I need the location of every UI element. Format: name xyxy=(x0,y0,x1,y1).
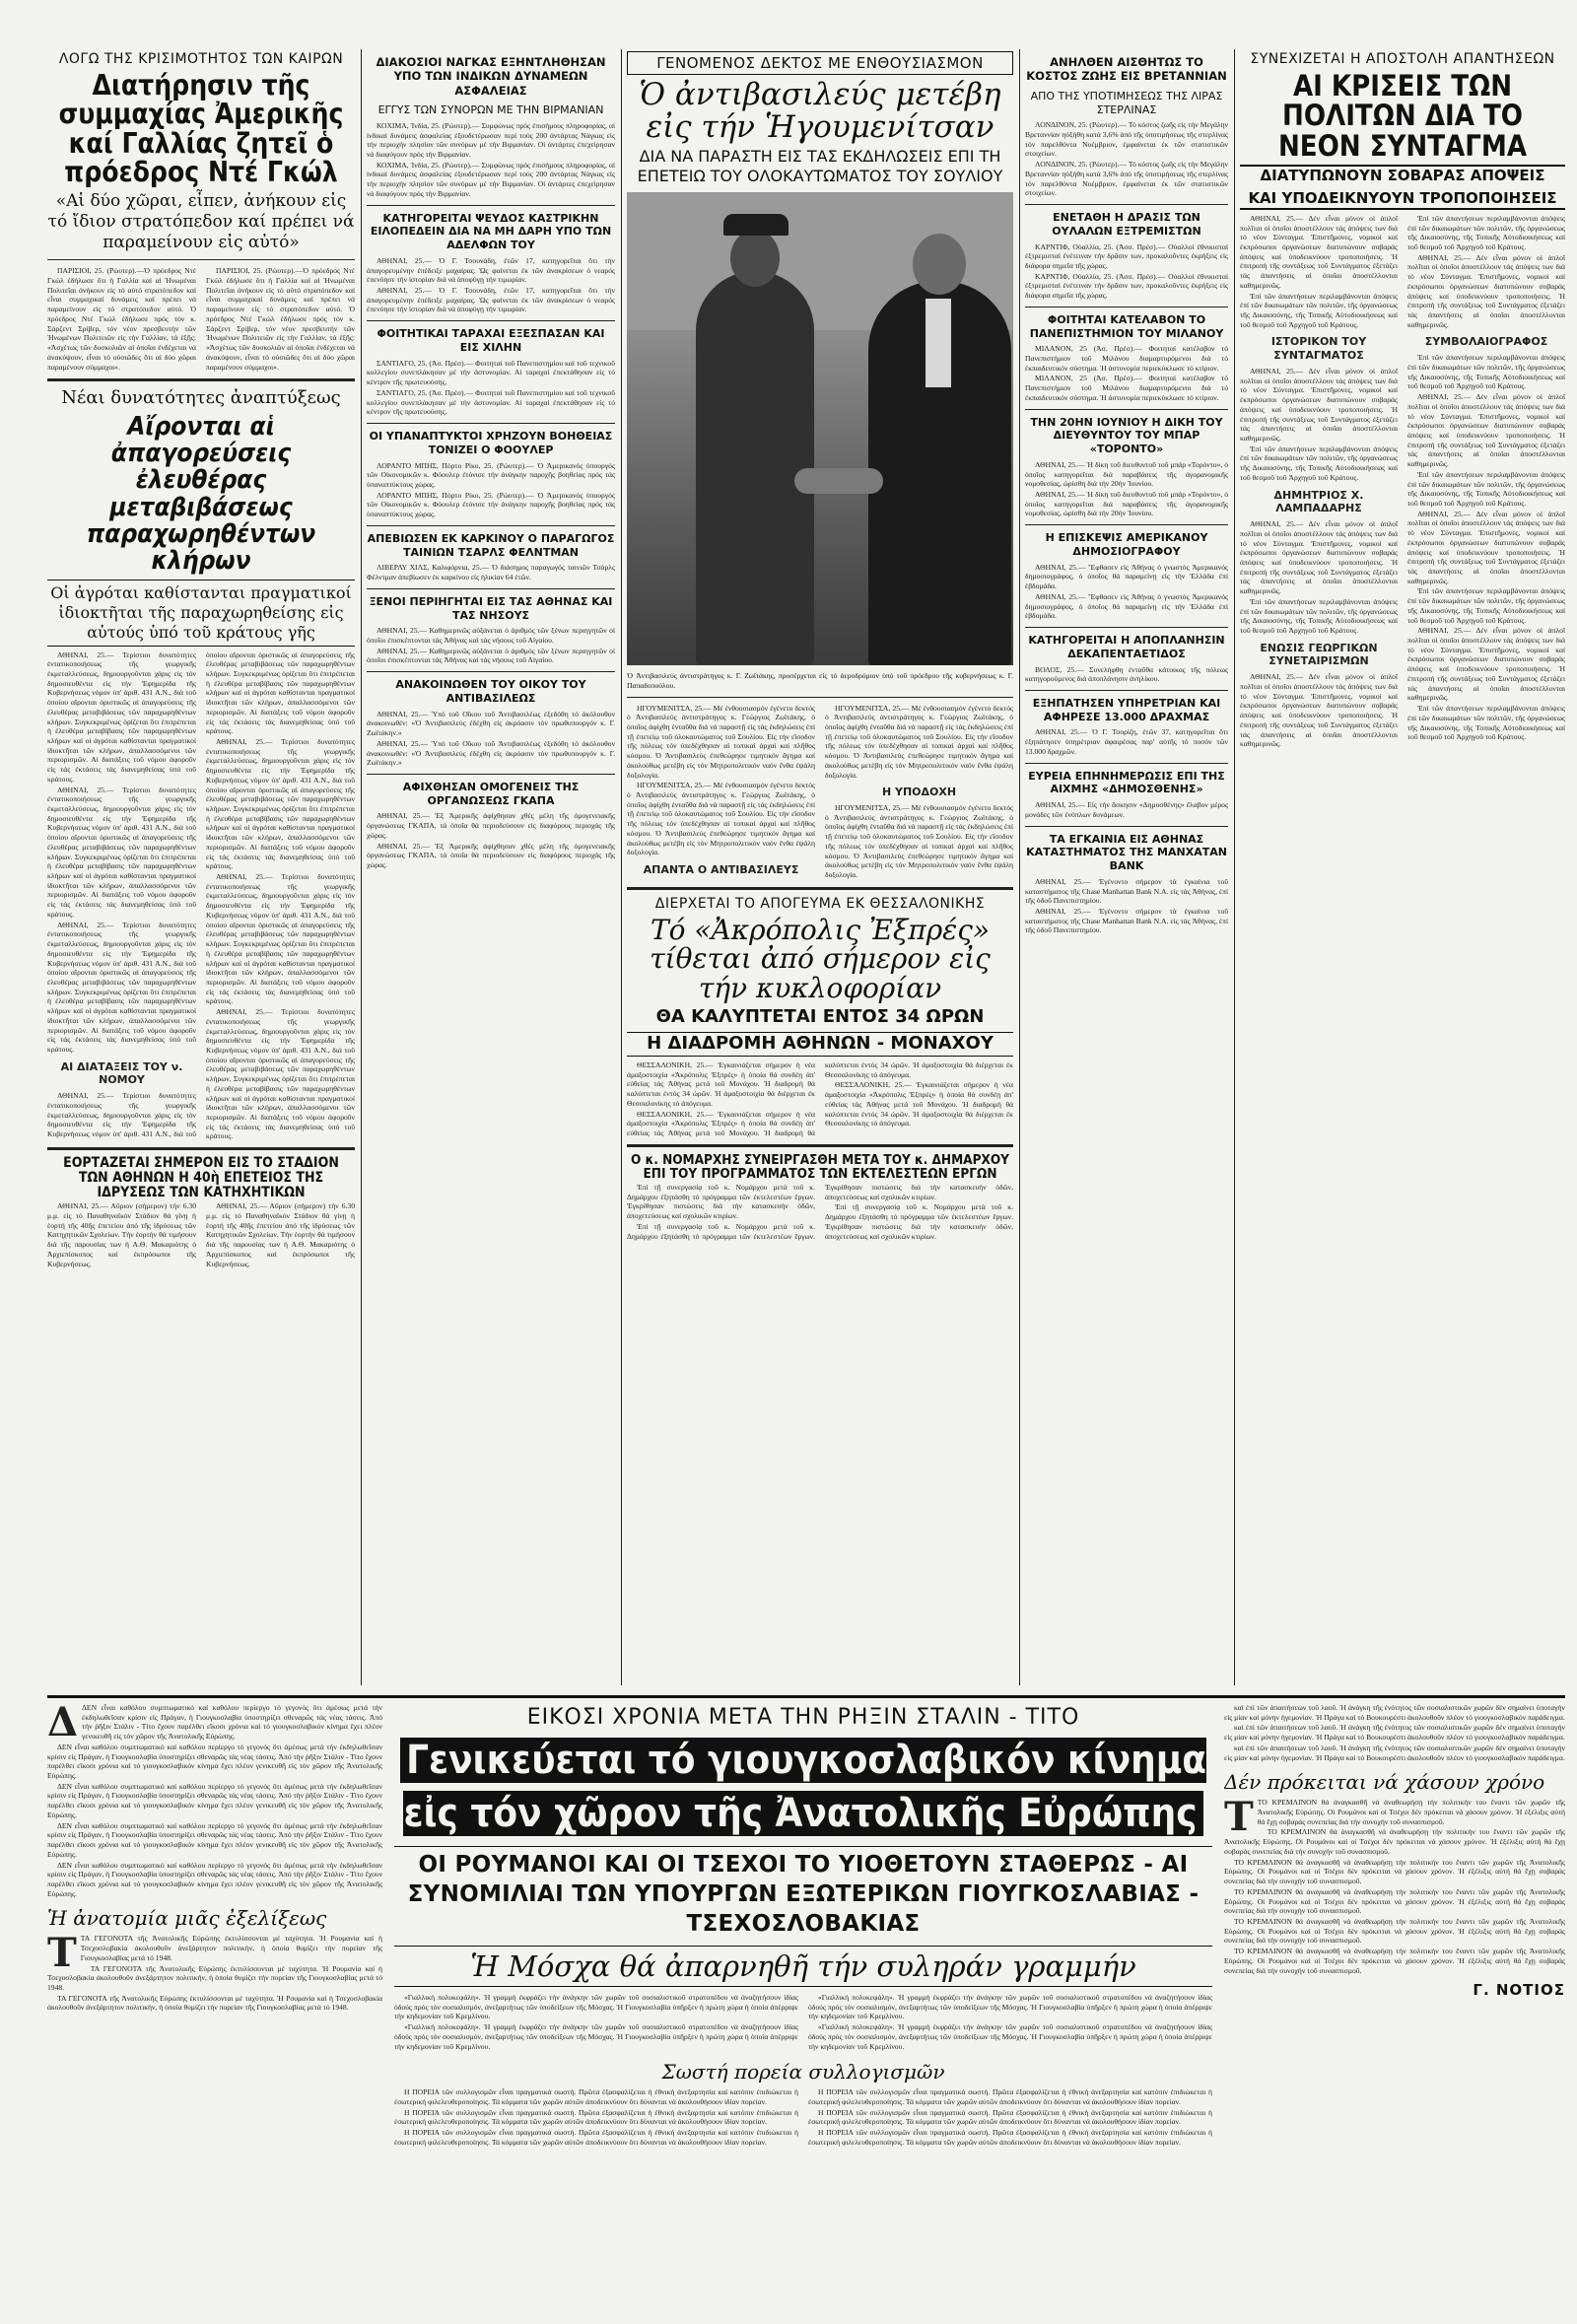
article-regent-house: ΑΘΗΝΑΙ, 25.— Ὑπό τοῦ Οἴκου τοῦ Ἀντιβασιλέως ἐξεδόθη τό ἀκόλουθον ἀνακοινωθέν: «Ὁ Ἀντιβασιλεύς ἐδέχθη εἰς ἀκρόασιν τόν πρωθυπουργόν κ. Γ. Ζωϊτάκην.» ΑΘΗΝΑΙ, 25.— Ὑπό τοῦ Οἴκου τοῦ Ἀντιβασιλέως ἐξεδόθη τό ἀκόλουθον ἀνακοινωθέν: «Ὁ Ἀντιβασιλεύς ἐδέχθη εἰς ἀκρόασιν τόν πρωθυπουργόν κ. Γ. Ζωϊτάκην.» xyxy=(367,709,615,768)
subhead-reply: ΑΠΑΝΤΑ Ο ΑΝΤΙΒΑΣΙΛΕΥΣ xyxy=(643,863,799,877)
subhead-correct-course: Σωστή πορεία συλλογισμῶν xyxy=(661,2060,945,2085)
subhead-cooperatives: ΕΝΩΣΙΣ ΓΕΩΡΓΙΚΩΝ ΣΥΝΕΤΑΙΡΙΣΜΩΝ xyxy=(1260,641,1378,668)
kicker-thessaloniki: ΔΙΕΡΧΕΤΑΙ ΤΟ ΑΠΟΓΕΥΜΑ ΕΚ ΘΕΣΣΑΛΟΝΙΚΗΣ xyxy=(654,895,986,912)
headline-tourists: ΞΕΝΟΙ ΠΕΡΙΗΓΗΤΑΙ ΕΙΣ ΤΑΣ ΑΘΗΝΑΣ ΚΑΙ ΤΑΣ ΝΗΣΟΥΣ xyxy=(369,594,613,622)
headline-gapa: ΑΦΙΧΘΗΣΑΝ ΟΜΟΓΕΝΕΙΣ ΤΗΣ ΟΡΓΑΝΩΣΕΩΣ ΓΚΑΠΑ xyxy=(402,780,580,807)
headline-chile: ΦΟΙΤΗΤΙΚΑΙ ΤΑΡΑΧΑΙ ΕΞΕΣΠΑΣΑΝ ΚΑΙ ΕΙΣ ΧΙΛΗΝ xyxy=(377,327,605,354)
article-volos: ΒΟΛΟΣ, 25.— Συνελήφθη ἐνταῦθα κάτοικος τῆς πόλεως κατηγορούμενος διά ἀποπλάνησιν ἀνηλίκου. xyxy=(1025,664,1228,684)
subhead-lampadaris: ΔΗΜΗΤΡΙΟΣ Χ. ΛΑΜΠΑΔΑΡΗΣ xyxy=(1273,488,1364,515)
article-gapa: ΑΘΗΝΑΙ, 25.— Ἐξ Ἀμερικῆς ἀφίχθησαν χθές μέλη τῆς ὁμογενειακῆς ὀργανώσεως ΓΚΑΠΑ, τά ὁποῖα θά περιοδεύσουν εἰς διαφόρους περιοχάς τῆς χώρας. ΑΘΗΝΑΙ, 25.— Ἐξ Ἀμερικῆς ἀφίχθησαν χθές μέλη τῆς ὁμογενειακῆς ὀργανώσεως ΓΚΑΠΑ, τά ὁποῖα θά περιοδεύσουν εἰς διαφόρους περιοχάς τῆς χώρας. xyxy=(367,811,615,870)
bottom-right-article: καί ἐπί τῶν ἀπαιτήσεων τοῦ λαοῦ. Ἡ ἀνάγκη τῆς ἐνότητος τῶν σοσιαλιστικῶν χωρῶν δέν σημαίνει ὑποταγήν εἰς μίαν καί μόνην ἡγεμονίαν. Ἡ Πράγα καί τό Βουκουρέστι ἀκολουθοῦν πλέον τό γιουγκοσλαβικόν παράδειγμα. καί ἐπί τῶν ἀπαιτήσεων τοῦ λαοῦ. Ἡ ἀνάγκη τῆς ἐνότητος τῶν σοσιαλιστικῶν χωρῶν δέν σημαίνει ὑποταγήν εἰς μίαν καί μόνην ἡγεμονίαν. Ἡ Πράγα καί τό Βουκουρέστι ἀκολουθοῦν πλέον τό γιουγκοσλαβικόν παράδειγμα. καί ἐπί τῶν ἀπαιτήσεων τοῦ λαοῦ. Ἡ ἀνάγκη τῆς ἐνότητος τῶν σοσιαλιστικῶν χωρῶν δέν σημαίνει ὑποταγήν εἰς μίαν καί μόνην ἡγεμονίαν. Ἡ Πράγα καί τό Βουκουρέστι ἀκολουθοῦν πλέον τό γιουγκοσλαβικόν παράδειγμα. xyxy=(1224,1703,1565,1762)
article-de-gaulle: ΠΑΡΙΣΙΟΙ, 25. (Ρώυτερ).—Ὁ πρόεδρος Ντέ Γκώλ ἐδήλωσε ὅτι ἡ Γαλλία καί αἱ Ἡνωμέναι Πολιτεῖαι ἀνήκουν εἰς τό αὐτό στρατόπεδον καί εἶναι συμμαχικαί δυνάμεις καί πρέπει νά παραμείνουν εἰς τό στρατόπεδον αὐτό. Ὁ πρόεδρος Ντέ Γκώλ ἐδήλωσε πρός τόν κ. Σάρζεντ Σρίβερ, τόν νέον πρεσβευτήν τῶν Ἡνωμένων Πολιτειῶν εἰς τήν Γαλλίαν, τά ἑξῆς: «Ἀσχέτως τῶν δυσκολιῶν αἱ ὁποῖαι ἐνδέχεται νά ἀνακύψουν, εἶναι τό οὐσιῶδες ὅτι αἱ δύο χῶραι παραμένουν σύμμαχοι». ΠΑΡΙΣΙΟΙ, 25. (Ρώυτερ).—Ὁ πρόεδρος Ντέ Γκώλ ἐδήλωσε ὅτι ἡ Γαλλία καί αἱ Ἡνωμέναι Πολιτεῖαι ἀνήκουν εἰς τό αὐτό στρατόπεδον καί εἶναι συμμαχικαί δυνάμεις καί πρέπει νά παραμείνουν εἰς τό στρατόπεδον αὐτό. Ὁ πρόεδρος Ντέ Γκώλ ἐδήλωσε πρός τόν κ. Σάρζεντ Σρίβερ, τόν νέον πρεσβευτήν τῶν Ἡνωμένων Πολιτειῶν εἰς τήν Γαλλίαν, τά ἑξῆς: «Ἀσχέτως τῶν δυσκολιῶν αἱ ὁποῖαι ἐνδέχεται νά ἀνακύψουν, εἶναι τό οὐσιῶδες ὅτι αἱ δύο χῶραι παραμένουν σύμμαχοι». xyxy=(47,266,355,372)
column-2 xyxy=(367,49,615,1685)
article-toronto: ΑΘΗΝΑΙ, 25.— Ἡ δίκη τοῦ διευθυντοῦ τοῦ μπάρ «Τορόντο», ὁ ὁποῖος κατηγορεῖται διά παραβάσεις τῆς ἀγορανομικῆς νομοθεσίας, ὡρίσθη διά τήν 20ήν Ἰουνίου. ΑΘΗΝΑΙ, 25.— Ἡ δίκη τοῦ διευθυντοῦ τοῦ μπάρ «Τορόντο», ὁ ὁποῖος κατηγορεῖται διά παραβάσεις τῆς ἀγορανομικῆς νομοθεσίας, ὡρίσθη διά τήν 20ήν Ἰουνίου. xyxy=(1025,459,1228,518)
headline-volos: ΚΑΤΗΓΟΡΕΙΤΑΙ Η ΑΠΟΠΛΑΝΗΣΙΝ ΔΕΚΑΠΕΝΤΑΕΤΙΔΟΣ xyxy=(1028,634,1225,660)
deck-land-transfers: Οἱ ἀγρόται καθίστανται πραγματικοί ἰδιοκτῆται τῆς παραχωρηθείσης εἰς αὐτούς ὑπό τοῦ κράτους γῆς xyxy=(47,580,355,647)
headline-fowler: ΟΙ ΥΠΑΝΑΠΤΥΚΤΟΙ ΧΡΗΖΟΥΝ ΒΟΗΘΕΙΑΣ ΤΟΝΙΖΕΙ Ο ΦΟΟΥΛΕΡ xyxy=(369,430,613,456)
bottom-right-article-2: Τ ΤΟ ΚΡΕΜΛΙΝΟΝ θά ἀναγκασθῆ νά ἀναθεωρήσῃ τήν πολιτικήν του ἔναντι τῶν χωρῶν τῆς Ἀνατολικῆς Εὐρώπης. Οἱ Ρουμάνοι καί οἱ Τσέχοι δέν πρόκειται νά χάσουν χρόνον. Ἡ ἐξέλιξις αὐτή θά ἔχῃ σοβαράς συνεπείας διά τήν συνοχήν τοῦ συνασπισμοῦ. ΤΟ ΚΡΕΜΛΙΝΟΝ θά ἀναγκασθῆ νά ἀναθεωρήσῃ τήν πολιτικήν του ἔναντι τῶν χωρῶν τῆς Ἀνατολικῆς Εὐρώπης. Οἱ Ρουμάνοι καί οἱ Τσέχοι δέν πρόκειται νά χάσουν χρόνον. Ἡ ἐξέλιξις αὐτή θά ἔχῃ σοβαράς συνεπείας διά τήν συνοχήν τοῦ συνασπισμοῦ. ΤΟ ΚΡΕΜΛΙΝΟΝ θά ἀναγκασθῆ νά ἀναθεωρήσῃ τήν πολιτικήν του ἔναντι τῶν χωρῶν τῆς Ἀνατολικῆς Εὐρώπης. Οἱ Ρουμάνοι καί οἱ Τσέχοι δέν πρόκειται νά χάσουν χρόνον. Ἡ ἐξέλιξις αὐτή θά ἔχῃ σοβαράς συνεπείας διά τήν συνοχήν τοῦ συνασπισμοῦ. ΤΟ ΚΡΕΜΛΙΝΟΝ θά ἀναγκασθῆ νά ἀναθεωρήσῃ τήν πολιτικήν του ἔναντι τῶν χωρῶν τῆς Ἀνατολικῆς Εὐρώπης. Οἱ Ρουμάνοι καί οἱ Τσέχοι δέν πρόκειται νά χάσουν χρόνον. Ἡ ἐξέλιξις αὐτή θά ἔχῃ σοβαράς συνεπείας διά τήν συνοχήν τοῦ συνασπισμοῦ. ΤΟ ΚΡΕΜΛΙΝΟΝ θά ἀναγκασθῆ νά ἀναθεωρήσῃ τήν πολιτικήν του ἔναντι τῶν χωρῶν τῆς Ἀνατολικῆς Εὐρώπης. Οἱ Ρουμάνοι καί οἱ Τσέχοι δέν πρόκειται νά χάσουν χρόνον. Ἡ ἐξέλιξις αὐτή θά ἔχῃ σοβαράς συνεπείας διά τήν συνοχήν τοῦ συνασπισμοῦ. ΤΟ ΚΡΕΜΛΙΝΟΝ θά ἀναγκασθῆ νά ἀναθεωρήσῃ τήν πολιτικήν του ἔναντι τῶν χωρῶν τῆς Ἀνατολικῆς Εὐρώπης. Οἱ Ρουμάνοι καί οἱ Τσέχοι δέν πρόκειται νά χάσουν χρόνον. Ἡ ἐξέλιξις αὐτή θά ἔχῃ σοβαράς συνεπείας διά τήν συνοχήν τοῦ συνασπισμοῦ. xyxy=(1224,1794,1565,1975)
headline-false-claim: ΚΑΤΗΓΟΡΕΙΤΑΙ ΨΕΥΔΟΣ ΚΑΣΤΡΙΚΗΝ ΕΙΛΟΠΕΔΕΙΝ ΔΙΑ ΝΑ ΜΗ ΔΑΡΗ ΥΠΟ ΤΩΝ ΑΔΕΛΦΩΝ ΤΟΥ xyxy=(370,211,612,252)
kicker-new-possibilities: Νέαι δυνατότητες ἀναπτύξεως xyxy=(61,387,341,409)
article-catechism: ΑΘΗΝΑΙ, 25.— Αὔριον (σήμερον) τήν 6.30 μ.μ. εἰς τό Παναθηναϊκόν Στάδιον θά γίνῃ ἡ ἑορτή τῆς 40ῆς ἐπετείου ἀπό τῆς ἱδρύσεως τῶν Κατηχητικῶν Σχολείων. Τήν ἑορτήν θά τιμήσουν διά τῆς παρουσίας των ἡ Α.Θ. Μακαριότης ὁ Ἀρχιεπίσκοπος καί ἐκπρόσωποι τῆς Κυβερνήσεως. ΑΘΗΝΑΙ, 25.— Αὔριον (σήμερον) τήν 6.30 μ.μ. εἰς τό Παναθηναϊκόν Στάδιον θά γίνῃ ἡ ἑορτή τῆς 40ῆς ἐπετείου ἀπό τῆς ἱδρύσεως τῶν Κατηχητικῶν Σχολείων. Τήν ἑορτήν θά τιμήσουν διά τῆς παρουσίας των ἡ Α.Θ. Μακαριότης ὁ Ἀρχιεπίσκοπος καί ἐκπρόσωποι τῆς Κυβερνήσεως. xyxy=(47,1201,355,1268)
headline-maid: ΕΞΗΠΑΤΗΣΕΝ ΥΠΗΡΕΤΡΙΑΝ ΚΑΙ ΑΦΗΡΕΣΕ 13.000 ΔΡΑΧΜΑΣ xyxy=(1032,696,1221,723)
author-signature: Γ. ΝΟΤΙΟΣ xyxy=(1473,1981,1565,2000)
bottom-left-article-2: Τ ΤΑ ΓΕΓΟΝΟΤΑ τῆς Ἀνατολικῆς Εὐρώπης ἐκτυλίσσονται μέ ταχύτητα. Ἡ Ρουμανία καί ἡ Τσεχοσλοβακία ἀκολουθοῦν ἀνεξάρτητον πολιτικήν, ἡ ὁποία θυμίζει τήν πορείαν τῆς Γιουγκοσλαβίας μετά τό 1948. ΤΑ ΓΕΓΟΝΟΤΑ τῆς Ἀνατολικῆς Εὐρώπης ἐκτυλίσσονται μέ ταχύτητα. Ἡ Ρουμανία καί ἡ Τσεχοσλοβακία ἀκολουθοῦν ἀνεξάρτητον πολιτικήν, ἡ ὁποία θυμίζει τήν πορείαν τῆς Γιουγκοσλαβίας μετά τό 1948. ΤΑ ΓΕΓΟΝΟΤΑ τῆς Ἀνατολικῆς Εὐρώπης ἐκτυλίσσονται μέ ταχύτητα. Ἡ Ρουμανία καί ἡ Τσεχοσλοβακία ἀκολουθοῦν ἀνεξάρτητον πολιτικήν, ἡ ὁποία θυμίζει τήν πορείαν τῆς Γιουγκοσλαβίας μετά τό 1948. xyxy=(47,1930,382,2013)
subhead-naga: ΕΓΓΥΣ ΤΩΝ ΣΥΝΟΡΩΝ ΜΕ ΤΗΝ ΒΙΡΜΑΝΙΑΝ xyxy=(377,103,604,117)
article-naga: ΚΟΧΙΜΑ, Ἰνδία, 25. (Ρώυτερ).— Συμφώνως πρός ἐπισήμους πληροφορίας, αἱ ἰνδικαί δυνάμεις ἀσφαλείας ἐξουδετέρωσαν περί τούς 200 ἀντάρτας Νάγκας εἰς τήν περιοχήν πλησίον τῶν συνόρων μέ τήν Βιρμανίαν. Οἱ ἀντάρτες ἐπεχείρησαν νά διαφύγουν πρός τήν Βιρμανίαν. ΚΟΧΙΜΑ, Ἰνδία, 25. (Ρώυτερ).— Συμφώνως πρός ἐπισήμους πληροφορίας, αἱ ἰνδικαί δυνάμεις ἀσφαλείας ἐξουδετέρωσαν περί τούς 200 ἀντάρτας Νάγκας εἰς τήν περιοχήν πλησίον τῶν συνόρων μέ τήν Βιρμανίαν. Οἱ ἀντάρτες ἐπεχείρησαν νά διαφύγουν πρός τήν Βιρμανίαν. xyxy=(367,120,615,198)
subhead-no-time: Δέν πρόκειται νά χάσουν χρόνο xyxy=(1224,1770,1545,1795)
photo-regent-handshake xyxy=(627,192,1013,665)
article-chile: ΣΑΝΤΙΑΓΟ, 25. (Ἀσ. Πρέσ).— Φοιτηταί τοῦ Πανεπιστημίου καί τοῦ τεχνικοῦ κολλεγίου συνεπλάκησαν μέ τήν ἀστυνομίαν. Αἱ ταραχαί ἐπεκτάθησαν εἰς τό κέντρον τῆς πρωτευούσης. ΣΑΝΤΙΑΓΟ, 25. (Ἀσ. Πρέσ).— Φοιτηταί τοῦ Πανεπιστημίου καί τοῦ τεχνικοῦ κολλεγίου συνεπλάκησαν μέ τήν ἀστυνομίαν. Αἱ ταραχαί ἐπεκτάθησαν εἰς τό κέντρον τῆς πρωτευούσης. xyxy=(367,358,615,417)
deck-34-hours: ΘΑ ΚΑΛΥΠΤΕΤΑΙ ΕΝΤΟΣ 34 ΩΡΩΝ xyxy=(655,1005,985,1027)
kicker-enthusiasm: ΓΕΝΟΜΕΝΟΣ ΔΕΚΤΟΣ ΜΕ ΕΝΘΟΥΣΙΑΣΜΟΝ xyxy=(627,51,1013,75)
kicker-constitution: ΣΥΝΕΧΙΖΕΤΑΙ Η ΑΠΟΣΤΟΛΗ ΑΠΑΝΤΗΣΕΩΝ xyxy=(1250,51,1555,67)
article-maid: ΑΘΗΝΑΙ, 25.— Ὁ Γ. Τσορίζη, ἐτῶν 37, κατηγορεῖται ὅτι ἐξηπάτησεν ὑπηρέτριαν ἀφαιρέσας παρ' αὐτῆς τό ποσόν τῶν 13.000 δραχμῶν. xyxy=(1025,727,1228,756)
headline-land-transfers: Αἴρονται αἱ ἀπαγορεύσεις ἐλευθέρας μεταβιβάσεως παραχωρηθέντων κλήρων xyxy=(86,411,316,577)
headline-regent-house: ΑΝΑΚΟΙΝΩΘΕΝ ΤΟΥ ΟΙΚΟΥ ΤΟΥ ΑΝΤΙΒΑΣΙΛΕΩΣ xyxy=(395,678,586,705)
deck-regent: ΔΙΑ ΝΑ ΠΑΡΑΣΤΗ ΕΙΣ ΤΑΣ ΕΚΔΗΛΩΣΕΙΣ ΕΠΙ ΤΗ ΕΠΕΤΕΙΩ ΤΟΥ ΟΛΟΚΑΥΤΩΜΑΤΟΣ ΤΟΥ ΣΟΥΛΙΟΥ xyxy=(637,147,1003,186)
article-chase: ΑΘΗΝΑΙ, 25.— Ἐγένοντο σήμερον τά ἐγκαίνια τοῦ καταστήματος τῆς Chase Manhattan Bank N.A. εἰς τάς Ἀθήνας, ἐπί τῆς ὁδοῦ Πανεπιστημίου. ΑΘΗΝΑΙ, 25.— Ἐγένοντο σήμερον τά ἐγκαίνια τοῦ καταστήματος τῆς Chase Manhattan Bank N.A. εἰς τάς Ἀθήνας, ἐπί τῆς ὁδοῦ Πανεπιστημίου. xyxy=(1025,876,1228,935)
headline-welsh: ΕΝΕΤΑΘΗ Η ΔΡΑΣΙΣ ΤΩΝ ΟΥΛΑΛΩΝ ΕΞΤΡΕΜΙΣΤΩΝ xyxy=(1052,211,1201,238)
deck-amendments: ΚΑΙ ΥΠΟΔΕΙΚΝΥΟΥΝ ΤΡΟΠΟΠΟΙΗΣΕΙΣ xyxy=(1240,189,1565,210)
article-journalist: ΑΘΗΝΑΙ, 25.— Ἔφθασεν εἰς Ἀθήνας ὁ γνωστός Ἀμερικανός δημοσιογράφος, ὁ ὁποῖος θά παραμείνῃ εἰς τήν Ἑλλάδα ἐπί ἑβδομάδα. ΑΘΗΝΑΙ, 25.— Ἔφθασεν εἰς Ἀθήνας ὁ γνωστός Ἀμερικανός δημοσιογράφος, ὁ ὁποῖος θά παραμείνῃ εἰς τήν Ἑλλάδα ἐπί ἑβδομάδα. xyxy=(1025,562,1228,621)
article-milan: ΜΙΛΑΝΟΝ, 25 (Ἀσ. Πρέσ).— Φοιτηταί κατέλαβον τό Πανεπιστήμιον τοῦ Μιλάνου διαμαρτυρόμενοι διά τό ἐκπαιδευτικόν σύστημα. Ἡ ἀστυνομία περιεκύκλωσε τό κτίριον. ΜΙΛΑΝΟΝ, 25 (Ἀσ. Πρέσ).— Φοιτηταί κατέλαβον τό Πανεπιστήμιον τοῦ Μιλάνου διαμαρτυρόμενοι διά τό ἐκπαιδευτικόν σύστημα. Ἡ ἀστυνομία περιεκύκλωσε τό κτίριον. xyxy=(1025,344,1228,402)
column-4 xyxy=(1025,49,1228,1685)
headline-feldman: ΑΠΕΒΙΩΣΕΝ ΕΚ ΚΑΡΚΙΝΟΥ Ο ΠΑΡΑΓΩΓΟΣ ΤΑΙΝΙΩΝ ΤΣΑΡΛΣ ΦΕΛΝΤΜΑΝ xyxy=(367,531,615,559)
subhead-notary: ΣΥΜΒΟΛΑΙΟΓΡΑΦΟΣ xyxy=(1424,335,1548,349)
photo-caption: Ὁ Ἀντιβασιλεύς ἀντιστράτηγος κ. Γ. Ζωϊτάκης, προσέρχεται εἰς τό ἀεροδρόμιον ὑπό τοῦ πρόεδρου τῆς κυβερνήσεως κ. Γ. Παπαδοπούλου. xyxy=(627,671,1013,690)
article-welsh: ΚΑΡΝΤΙΦ, Οὐαλλία, 25. (Ἀσσ. Πρέσ).— Οὐαλλοί ἐθνικισταί ἐξτρεμισταί ἐνέτειναν τήν δρᾶσιν των, προκαλοῦντες ἐκρήξεις εἰς διάφορα σημεῖα τῆς χώρας. ΚΑΡΝΤΙΦ, Οὐαλλία, 25. (Ἀσσ. Πρέσ).— Οὐαλλοί ἐθνικισταί ἐξτρεμισταί ἐνέτειναν τήν δρᾶσιν των, προκαλοῦντες ἐκρήξεις εἰς διάφορα σημεῖα τῆς χώρας. xyxy=(1025,241,1228,301)
bottom-left-article: Δ ΔΕΝ εἶναι καθόλου συμπτωματικό καί καθόλου περίεργο τό γεγονός ὅτι ἀμέσως μετά τήν ἐκδηλωθεῖσαν κρίσιν εἰς Πράγαν, ἡ Γιουγκοσλαβία ὑποστηρίζει σθεναρῶς τάς νέας τάσεις. Ἀπό τήν ῥῆξιν Στάλιν - Τίτο ἔχουν παρέλθει εἴκοσι χρόνια καί τό γιουγκοσλαβικόν κίνημα ἔχει πλέον γενικευθῆ εἰς τόν χῶρον τῆς Ἀνατολικῆς Εὐρώπης. ΔΕΝ εἶναι καθόλου συμπτωματικό καί καθόλου περίεργο τό γεγονός ὅτι ἀμέσως μετά τήν ἐκδηλωθεῖσαν κρίσιν εἰς Πράγαν, ἡ Γιουγκοσλαβία ὑποστηρίζει σθεναρῶς τάς νέας τάσεις. Ἀπό τήν ῥῆξιν Στάλιν - Τίτο ἔχουν παρέλθει εἴκοσι χρόνια καί τό γιουγκοσλαβικόν κίνημα ἔχει πλέον γενικευθῆ εἰς τόν χῶρον τῆς Ἀνατολικῆς Εὐρώπης. ΔΕΝ εἶναι καθόλου συμπτωματικό καί καθόλου περίεργο τό γεγονός ὅτι ἀμέσως μετά τήν ἐκδηλωθεῖσαν κρίσιν εἰς Πράγαν, ἡ Γιουγκοσλαβία ὑποστηρίζει σθεναρῶς τάς νέας τάσεις. Ἀπό τήν ῥῆξιν Στάλιν - Τίτο ἔχουν παρέλθει εἴκοσι χρόνια καί τό γιουγκοσλαβικόν κίνημα ἔχει πλέον γενικευθῆ εἰς τόν χῶρον τῆς Ἀνατολικῆς Εὐρώπης. ΔΕΝ εἶναι καθόλου συμπτωματικό καί καθόλου περίεργο τό γεγονός ὅτι ἀμέσως μετά τήν ἐκδηλωθεῖσαν κρίσιν εἰς Πράγαν, ἡ Γιουγκοσλαβία ὑποστηρίζει σθεναρῶς τάς νέας τάσεις. Ἀπό τήν ῥῆξιν Στάλιν - Τίτο ἔχουν παρέλθει εἴκοσι χρόνια καί τό γιουγκοσλαβικόν κίνημα ἔχει πλέον γενικευθῆ εἰς τόν χῶρον τῆς Ἀνατολικῆς Εὐρώπης. ΔΕΝ εἶναι καθόλου συμπτωματικό καί καθόλου περίεργο τό γεγονός ὅτι ἀμέσως μετά τήν ἐκδηλωθεῖσαν κρίσιν εἰς Πράγαν, ἡ Γιουγκοσλαβία ὑποστηρίζει σθεναρῶς τάς νέας τάσεις. Ἀπό τήν ῥῆξιν Στάλιν - Τίτο ἔχουν παρέλθει εἴκοσι χρόνια καί τό γιουγκοσλαβικόν κίνημα ἔχει πλέον γενικευθῆ εἰς τόν χῶρον τῆς Ἀνατολικῆς Εὐρώπης. xyxy=(47,1703,382,1898)
article-acropolis-express: ΘΕΣΣΑΛΟΝΙΚΗ, 25.— Ἐγκαινιάζεται σήμερον ἡ νέα ἀμαξοστοιχία «Ἀκρόπολις Ἐξπρές» ἡ ὁποία θά συνδέῃ ἀπ' εὐθείας τάς Ἀθήνας μετά τοῦ Μονάχου. Ἡ διαδρομή θά καλύπτεται ἐντός 34 ὡρῶν. Ἡ ἀμαξοστοιχία θά διέρχεται ἐκ Θεσσαλονίκης τό ἀπόγευμα. ΘΕΣΣΑΛΟΝΙΚΗ, 25.— Ἐγκαινιάζεται σήμερον ἡ νέα ἀμαξοστοιχία «Ἀκρόπολις Ἐξπρές» ἡ ὁποία θά συνδέῃ ἀπ' εὐθείας τάς Ἀθήνας μετά τοῦ Μονάχου. Ἡ διαδρομή θά καλύπτεται ἐντός 34 ὡρῶν. Ἡ ἀμαξοστοιχία θά διέρχεται ἐκ Θεσσαλονίκης τό ἀπόγευμα. ΘΕΣΣΑΛΟΝΙΚΗ, 25.— Ἐγκαινιάζεται σήμερον ἡ νέα ἀμαξοστοιχία «Ἀκρόπολις Ἐξπρές» ἡ ὁποία θά συνδέῃ ἀπ' εὐθείας τάς Ἀθήνας μετά τοῦ Μονάχου. Ἡ διαδρομή θά καλύπτεται ἐντός 34 ὡρῶν. Ἡ ἀμαξοστοιχία θά διέρχεται ἐκ Θεσσαλονίκης τό ἀπόγευμα. xyxy=(627,1059,1013,1137)
column-1 xyxy=(47,49,355,1685)
headline-milan: ΦΟΙΤΗΤΑΙ ΚΑΤΕΛΑΒΟΝ ΤΟ ΠΑΝΕΠΙΣΤΗΜΙΟΝ ΤΟΥ ΜΙΛΑΝΟΥ xyxy=(1029,312,1224,340)
headline-demosthenes: ΕΥΡΕΙΑ ΕΠΗΝΗΜΕΡΩΣΙΣ ΕΠΙ ΤΗΣ ΑΙΧΜΗΣ «ΔΗΜΟΣΘΕΝΗΣ» xyxy=(1028,769,1225,796)
bottom-center xyxy=(394,1703,1212,2314)
headline-regent: Ὁ ἀντιβασιλεύς μετέβη εἰς τήν Ἡγουμενίτσαν xyxy=(639,77,1001,145)
article-feldman: ΛΙΒΕΡΛΥ ΧΙΛΣ, Καλιφόρνια, 25.— Ὁ διάσημος παραγωγός ταινιῶν Τσάρλς Φέλντμαν ἀπεβίωσεν ἐκ καρκίνου εἰς ἡλικίαν 64 ἐτῶν. xyxy=(367,563,615,582)
column-5 xyxy=(1240,49,1565,1685)
bottom-story xyxy=(47,1703,1565,2314)
headline-chase: ΤΑ ΕΓΚΑΙΝΙΑ ΕΙΣ ΑΘΗΝΑΣ ΚΑΤΑΣΤΗΜΑΤΟΣ ΤΗΣ ΜΑΝΧΑΤΑΝ ΒΑΝΚ xyxy=(1026,832,1227,873)
subhead-sterling: ΑΠΟ ΤΗΣ ΥΠΟΤΙΜΗΣΕΩΣ ΤΗΣ ΛΙΡΑΣ ΣΤΕΡΛΙΝΑΣ xyxy=(1030,89,1223,116)
article-constitution: ΑΘΗΝΑΙ, 25.— Δέν εἶναι μόνον οἱ ἁπλοῖ πολῖται οἱ ὁποῖοι ἀποστέλλουν τάς ἀπόψεις των διά τό νέον Σύνταγμα. Ἐπιστῆμονες, νομικοί καί ἐκπρόσωποι ὀργανώσεων διατυπώνουν σοβαράς ἀπόψεις καί ὑποδεικνύουν τροποποιήσεις. Ἡ ἐπιτροπή τῆς συντάξεως τοῦ Συντάγματος ἐξετάζει τάς ἀπαντήσεις αἱ ὁποῖαι ἀποστέλλονται καθημερινῶς. Ἐπί τῶν ἀπαντήσεων περιλαμβάνονται ἀπόψεις ἐπί τῶν δικαιωμάτων τῶν πολιτῶν, τῆς ὀργανώσεως τῆς Δικαιοσύνης, τῆς Τοπικῆς Αὐτοδιοικήσεως καί τοῦ θεσμοῦ τοῦ Ἀρχηγοῦ τοῦ Κράτους. ΙΣΤΟΡΙΚΟΝ ΤΟΥ ΣΥΝΤΑΓΜΑΤΟΣ ΑΘΗΝΑΙ, 25.— Δέν εἶναι μόνον οἱ ἁπλοῖ πολῖται οἱ ὁποῖοι ἀποστέλλουν τάς ἀπόψεις των διά τό νέον Σύνταγμα. Ἐπιστῆμονες, νομικοί καί ἐκπρόσωποι ὀργανώσεων διατυπώνουν σοβαράς ἀπόψεις καί ὑποδεικνύουν τροποποιήσεις. Ἡ ἐπιτροπή τῆς συντάξεως τοῦ Συντάγματος ἐξετάζει τάς ἀπαντήσεις αἱ ὁποῖαι ἀποστέλλονται καθημερινῶς. Ἐπί τῶν ἀπαντήσεων περιλαμβάνονται ἀπόψεις ἐπί τῶν δικαιωμάτων τῶν πολιτῶν, τῆς ὀργανώσεως τῆς Δικαιοσύνης, τῆς Τοπικῆς Αὐτοδιοικήσεως καί τοῦ θεσμοῦ τοῦ Ἀρχηγοῦ τοῦ Κράτους. ΔΗΜΗΤΡΙΟΣ Χ. ΛΑΜΠΑΔΑΡΗΣ ΑΘΗΝΑΙ, 25.— Δέν εἶναι μόνον οἱ ἁπλοῖ πολῖται οἱ ὁποῖοι ἀποστέλλουν τάς ἀπόψεις των διά τό νέον Σύνταγμα. Ἐπιστῆμονες, νομικοί καί ἐκπρόσωποι ὀργανώσεων διατυπώνουν σοβαράς ἀπόψεις καί ὑποδεικνύουν τροποποιήσεις. Ἡ ἐπιτροπή τῆς συντάξεως τοῦ Συντάγματος ἐξετάζει τάς ἀπαντήσεις αἱ ὁποῖαι ἀποστέλλονται καθημερινῶς. Ἐπί τῶν ἀπαντήσεων περιλαμβάνονται ἀπόψεις ἐπί τῶν δικαιωμάτων τῶν πολιτῶν, τῆς ὀργανώσεως τῆς Δικαιοσύνης, τῆς Τοπικῆς Αὐτοδιοικήσεως καί τοῦ θεσμοῦ τοῦ Ἀρχηγοῦ τοῦ Κράτους. ΕΝΩΣΙΣ ΓΕΩΡΓΙΚΩΝ ΣΥΝΕΤΑΙΡΙΣΜΩΝ ΑΘΗΝΑΙ, 25.— Δέν εἶναι μόνον οἱ ἁπλοῖ πολῖται οἱ ὁποῖοι ἀποστέλλουν τάς ἀπόψεις των διά τό νέον Σύνταγμα. Ἐπιστῆμονες, νομικοί καί ἐκπρόσωποι ὀργανώσεων διατυπώνουν σοβαράς ἀπόψεις καί ὑποδεικνύουν τροποποιήσεις. Ἡ ἐπιτροπή τῆς συντάξεως τοῦ Συντάγματος ἐξετάζει τάς ἀπαντήσεις αἱ ὁποῖαι ἀποστέλλονται καθημερινῶς. Ἐπί τῶν ἀπαντήσεων περιλαμβάνονται ἀπόψεις ἐπί τῶν δικαιωμάτων τῶν πολιτῶν, τῆς ὀργανώσεως τῆς Δικαιοσύνης, τῆς Τοπικῆς Αὐτοδιοικήσεως καί τοῦ θεσμοῦ τοῦ Ἀρχηγοῦ τοῦ Κράτους. ΑΘΗΝΑΙ, 25.— Δέν εἶναι μόνον οἱ ἁπλοῖ πολῖται οἱ ὁποῖοι ἀποστέλλουν τάς ἀπόψεις των διά τό νέον Σύνταγμα. Ἐπιστῆμονες, νομικοί καί ἐκπρόσωποι ὀργανώσεων διατυπώνουν σοβαράς ἀπόψεις καί ὑποδεικνύουν τροποποιήσεις. Ἡ ἐπιτροπή τῆς συντάξεως τοῦ Συντάγματος ἐξετάζει τάς ἀπαντήσεις αἱ ὁποῖαι ἀποστέλλονται καθημερινῶς. ΣΥΜΒΟΛΑΙΟΓΡΑΦΟΣ Ἐπί τῶν ἀπαντήσεων περιλαμβάνονται ἀπόψεις ἐπί τῶν δικαιωμάτων τῶν πολιτῶν, τῆς ὀργανώσεως τῆς Δικαιοσύνης, τῆς Τοπικῆς Αὐτοδιοικήσεως καί τοῦ θεσμοῦ τοῦ Ἀρχηγοῦ τοῦ Κράτους. ΑΘΗΝΑΙ, 25.— Δέν εἶναι μόνον οἱ ἁπλοῖ πολῖται οἱ ὁποῖοι ἀποστέλλουν τάς ἀπόψεις των διά τό νέον Σύνταγμα. Ἐπιστῆμονες, νομικοί καί ἐκπρόσωποι ὀργανώσεων διατυπώνουν σοβαράς ἀπόψεις καί ὑποδεικνύουν τροποποιήσεις. Ἡ ἐπιτροπή τῆς συντάξεως τοῦ Συντάγματος ἐξετάζει τάς ἀπαντήσεις αἱ ὁποῖαι ἀποστέλλονται καθημερινῶς. Ἐπί τῶν ἀπαντήσεων περιλαμβάνονται ἀπόψεις ἐπί τῶν δικαιωμάτων τῶν πολιτῶν, τῆς ὀργανώσεως τῆς Δικαιοσύνης, τῆς Τοπικῆς Αὐτοδιοικήσεως καί τοῦ θεσμοῦ τοῦ Ἀρχηγοῦ τοῦ Κράτους. ΑΘΗΝΑΙ, 25.— Δέν εἶναι μόνον οἱ ἁπλοῖ πολῖται οἱ ὁποῖοι ἀποστέλλουν τάς ἀπόψεις των διά τό νέον Σύνταγμα. Ἐπιστῆμονες, νομικοί καί ἐκπρόσωποι ὀργανώσεων διατυπώνουν σοβαράς ἀπόψεις καί ὑποδεικνύουν τροποποιήσεις. Ἡ ἐπιτροπή τῆς συντάξεως τοῦ Συντάγματος ἐξετάζει τάς ἀπαντήσεις αἱ ὁποῖαι ἀποστέλλονται καθημερινῶς. Ἐπί τῶν ἀπαντήσεων περιλαμβάνονται ἀπόψεις ἐπί τῶν δικαιωμάτων τῶν πολιτῶν, τῆς ὀργανώσεως τῆς Δικαιοσύνης, τῆς Τοπικῆς Αὐτοδιοικήσεως καί τοῦ θεσμοῦ τοῦ Ἀρχηγοῦ τοῦ Κράτους. ΑΘΗΝΑΙ, 25.— Δέν εἶναι μόνον οἱ ἁπλοῖ πολῖται οἱ ὁποῖοι ἀποστέλλουν τάς ἀπόψεις των διά τό νέον Σύνταγμα. Ἐπιστῆμονες, νομικοί καί ἐκπρόσωποι ὀργανώσεων διατυπώνουν σοβαράς ἀπόψεις καί ὑποδεικνύουν τροποποιήσεις. Ἡ ἐπιτροπή τῆς συντάξεως τοῦ Συντάγματος ἐξετάζει τάς ἀπαντήσεις αἱ ὁποῖαι ἀποστέλλονται καθημερινῶς. Ἐπί τῶν ἀπαντήσεων περιλαμβάνονται ἀπόψεις ἐπί τῶν δικαιωμάτων τῶν πολιτῶν, τῆς ὀργανώσεως τῆς Δικαιοσύνης, τῆς Τοπικῆς Αὐτοδιοικήσεως καί τοῦ θεσμοῦ τοῦ Ἀρχηγοῦ τοῦ Κράτους. xyxy=(1240,213,1565,749)
article-fowler: ΛΟΡΑΝΤΟ ΜΠΗΣ, Πόρτο Ρίκο, 25. (Ρώυτερ).— Ὁ Ἀμερικανός ὑπουργός τῶν Οἰκονομικῶν κ. Φόουλερ ἐτόνισε τήν ἀνάγκην παροχῆς βοηθείας πρός τάς ὑπαναπτύκτους χώρας. ΛΟΡΑΝΤΟ ΜΠΗΣ, Πόρτο Ρίκο, 25. (Ρώυτερ).— Ὁ Ἀμερικανός ὑπουργός τῶν Οἰκονομικῶν κ. Φόουλερ ἐτόνισε τήν ἀνάγκην παροχῆς βοηθείας πρός τάς ὑπαναπτύκτους χώρας. xyxy=(367,460,615,519)
article-cost-of-living: ΛΟΝΔΙΝΟΝ, 25. (Ρώυτερ).— Τό κόστος ζωῆς εἰς τήν Μεγάλην Βρεταννίαν ηὐξήθη κατά 3,6% ἀπό τῆς ὑποτιμήσεως τῆς στερλίνας τόν παρελθόντα Νοέμβριον, ἐμφαίνεται ἐκ τῶν στατιστικῶν στοιχείων. ΛΟΝΔΙΝΟΝ, 25. (Ρώυτερ).— Τό κόστος ζωῆς εἰς τήν Μεγάλην Βρεταννίαν ηὐξήθη κατά 3,6% ἀπό τῆς ὑποτιμήσεως τῆς στερλίνας τόν παρελθόντα Νοέμβριον, ἐμφαίνεται ἐκ τῶν στατιστικῶν στοιχείων. xyxy=(1025,120,1228,198)
article-regent: ΗΓΟΥΜΕΝΙΤΣΑ, 25.— Μέ ἐνθουσιασμόν ἐγένετο δεκτός ὁ Ἀντιβασιλεύς ἀντιστράτηγος κ. Γεώργιος Ζωϊτάκης, ὁ ὁποῖος ἀφίχθη ἐνταῦθα διά νά παραστῇ εἰς τάς ἐκδηλώσεις ἐπί τῇ ἐπετείῳ τοῦ ὁλοκαυτώματος τοῦ Σουλίου. Εἰς τήν εἴσοδον τῆς πόλεως τόν ὑπεδέχθησαν αἱ τοπικαί ἀρχαί καί πλῆθος κόσμου. Ὁ Ἀντιβασιλεύς ἐπεθεώρησε τιμητικόν ἄγημα καί ἀκολούθως μετέβη εἰς τόν Μητροπολιτικόν ναόν ἔνθα ἐψάλη δοξολογία. ΗΓΟΥΜΕΝΙΤΣΑ, 25.— Μέ ἐνθουσιασμόν ἐγένετο δεκτός ὁ Ἀντιβασιλεύς ἀντιστράτηγος κ. Γεώργιος Ζωϊτάκης, ὁ ὁποῖος ἀφίχθη ἐνταῦθα διά νά παραστῇ εἰς τάς ἐκδηλώσεις ἐπί τῇ ἐπετείῳ τοῦ ὁλοκαυτώματος τοῦ Σουλίου. Εἰς τήν εἴσοδον τῆς πόλεως τόν ὑπεδέχθησαν αἱ τοπικαί ἀρχαί καί πλῆθος κόσμου. Ὁ Ἀντιβασιλεύς ἐπεθεώρησε τιμητικόν ἄγημα καί ἀκολούθως μετέβη εἰς τόν Μητροπολιτικόν ναόν ἔνθα ἐψάλη δοξολογία. ΑΠΑΝΤΑ Ο ΑΝΤΙΒΑΣΙΛΕΥΣ ΗΓΟΥΜΕΝΙΤΣΑ, 25.— Μέ ἐνθουσιασμόν ἐγένετο δεκτός ὁ Ἀντιβασιλεύς ἀντιστράτηγος κ. Γεώργιος Ζωϊτάκης, ὁ ὁποῖος ἀφίχθη ἐνταῦθα διά νά παραστῇ εἰς τάς ἐκδηλώσεις ἐπί τῇ ἐπετείῳ τοῦ ὁλοκαυτώματος τοῦ Σουλίου. Εἰς τήν εἴσοδον τῆς πόλεως τόν ὑπεδέχθησαν αἱ τοπικαί ἀρχαί καί πλῆθος κόσμου. Ὁ Ἀντιβασιλεύς ἐπεθεώρησε τιμητικόν ἄγημα καί ἀκολούθως μετέβη εἰς τόν Μητροπολιτικόν ναόν ἔνθα ἐψάλη δοξολογία. Η ΥΠΟΔΟΧΗ ΗΓΟΥΜΕΝΙΤΣΑ, 25.— Μέ ἐνθουσιασμόν ἐγένετο δεκτός ὁ Ἀντιβασιλεύς ἀντιστράτηγος κ. Γεώργιος Ζωϊτάκης, ὁ ὁποῖος ἀφίχθη ἐνταῦθα διά νά παραστῇ εἰς τάς ἐκδηλώσεις ἐπί τῇ ἐπετείῳ τοῦ ὁλοκαυτώματος τοῦ Σουλίου. Εἰς τήν εἴσοδον τῆς πόλεως τόν ὑπεδέχθησαν αἱ τοπικαί ἀρχαί καί πλῆθος κόσμου. Ὁ Ἀντιβασιλεύς ἐπεθεώρησε τιμητικόν ἄγημα καί ἀκολούθως μετέβη εἰς τόν Μητροπολιτικόν ναόν ἔνθα ἐψάλη δοξολογία. xyxy=(627,703,1013,880)
headline-de-gaulle: Διατήρησιν τῆς συμμαχίας Ἀμερικῆς καί Γαλλίας ζητεῖ ὁ πρόεδρος Ντέ Γκώλ xyxy=(58,69,344,189)
bottom-left xyxy=(47,1703,382,2314)
headline-journalist: Η ΕΠΙΣΚΕΨΙΣ ΑΜΕΡΙΚΑΝΟΥ ΔΗΜΟΣΙΟΓΡΑΦΟΥ xyxy=(1045,531,1208,558)
headline-catechism: ΕΟΡΤΑΖΕΤΑΙ ΣΗΜΕΡΟΝ ΕΙΣ ΤΟ ΣΤΑΔΙΟΝ ΤΩΝ ΑΘΗΝΩΝ Η 40ὴ ΕΠΕΤΕΙΟΣ ΤΗΣ ΙΔΡΥΣΕΩΣ ΤΩΝ ΚΑΤΗΧΗΤΙΚΩΝ xyxy=(63,1155,339,1200)
headline-cost-of-living: ΑΝΗΛΘΕΝ ΑΙΣΘΗΤΩΣ ΤΟ ΚΟΣΤΟΣ ΖΩΗΣ ΕΙΣ ΒΡΕΤΑΝΝΙΑΝ xyxy=(1026,55,1227,84)
headline-naga: ΔΙΑΚΟΣΙΟΙ ΝΑΓΚΑΣ ΕΞΗΝΤΛΗΘΗΣΑΝ ΥΠΟ ΤΩΝ ΙΝΔΙΚΩΝ ΔΥΝΑΜΕΩΝ ΑΣΦΑΛΕΙΑΣ xyxy=(376,55,606,98)
deck-de-gaulle: «Αἱ δύο χῶραι, εἶπεν, ἀνήκουν εἰς τό ἴδιον στρατόπεδον καί πρέπει νά παραμείνουν εἰς αὐτό» xyxy=(47,190,355,253)
bottom-center-article: «Γιαλλική πολυκεφάλη». Ἡ γραμμή ἐκφράζει τήν ἀνάγκην τῶν χωρῶν τοῦ σοσιαλιστικοῦ στρατοπέδου νά ἀναζητήσουν ἰδίας ὁδούς πρός τόν σοσιαλισμόν, ἀνεξαρτήτως τῶν ὑποδείξεων τῆς Μόσχας. Ἡ Γιουγκοσλαβία ὑπῆρξεν ἡ πρώτη χώρα ἡ ὁποία ἀπέρριψε τήν κηδεμονίαν τοῦ Κρεμλίνου. «Γιαλλική πολυκεφάλη». Ἡ γραμμή ἐκφράζει τήν ἀνάγκην τῶν χωρῶν τοῦ σοσιαλιστικοῦ στρατοπέδου νά ἀναζητήσουν ἰδίας ὁδούς πρός τόν σοσιαλισμόν, ἀνεξαρτήτως τῶν ὑποδείξεων τῆς Μόσχας. Ἡ Γιουγκοσλαβία ὑπῆρξεν ἡ πρώτη χώρα ἡ ὁποία ἀπέρριψε τήν κηδεμονίαν τοῦ Κρεμλίνου. «Γιαλλική πολυκεφάλη». Ἡ γραμμή ἐκφράζει τήν ἀνάγκην τῶν χωρῶν τοῦ σοσιαλιστικοῦ στρατοπέδου νά ἀναζητήσουν ἰδίας ὁδούς πρός τόν σοσιαλισμόν, ἀνεξαρτήτως τῶν ὑποδείξεων τῆς Μόσχας. Ἡ Γιουγκοσλαβία ὑπῆρξεν ἡ πρώτη χώρα ἡ ὁποία ἀπέρριψε τήν κηδεμονίαν τοῦ Κρεμλίνου. «Γιαλλική πολυκεφάλη». Ἡ γραμμή ἐκφράζει τήν ἀνάγκην τῶν χωρῶν τοῦ σοσιαλιστικοῦ στρατοπέδου νά ἀναζητήσουν ἰδίας ὁδούς πρός τόν σοσιαλισμόν, ἀνεξαρτήτως τῶν ὑποδείξεων τῆς Μόσχας. Ἡ Γιουγκοσλαβία ὑπῆρξεν ἡ πρώτη χώρα ἡ ὁποία ἀπέρριψε τήν κηδεμονίαν τοῦ Κρεμλίνου. xyxy=(394,1992,1212,2051)
headline-acropolis-express: Τό «Ἀκρόπολις Ἐξπρές» τίθεται ἀπό σήμερον εἰς τήν κυκλοφορίαν xyxy=(650,913,991,1004)
article-tourists: ΑΘΗΝΑΙ, 25.— Καθημερινῶς αὐξάνεται ὁ ἀριθμός τῶν ξένων περιηγητῶν οἱ ὁποῖοι ἐπισκέπτονται τάς Ἀθήνας καί τάς νήσους τοῦ Αἰγαίου. ΑΘΗΝΑΙ, 25.— Καθημερινῶς αὐξάνεται ὁ ἀριθμός τῶν ξένων περιηγητῶν οἱ ὁποῖοι ἐπισκέπτονται τάς Ἀθήνας καί τάς νήσους τοῦ Αἰγαίου. xyxy=(367,626,615,665)
bottom-right xyxy=(1224,1703,1565,2314)
kicker-crisis: ΛΟΓΩ ΤΗΣ ΚΡΙΣΙΜΟΤΗΤΟΣ ΤΩΝ ΚΑΙΡΩΝ xyxy=(58,51,344,67)
subhead-reception: Η ΥΠΟΔΟΧΗ xyxy=(881,786,957,799)
subhead-law: ΑΙ ΔΙΑΤΑΞΕΙΣ ΤΟΥ ν. ΝΟΜΟΥ xyxy=(60,1059,183,1087)
deck-moscow: Ἡ Μόσχα θά ἀπαρνηθῆ τήν συληράν γραμμήν xyxy=(394,1946,1212,1987)
article-nomarch: Ἐπί τῇ συνεργασίᾳ τοῦ κ. Νομάρχου μετά τοῦ κ. Δημάρχου ἐξητάσθη τό πρόγραμμα τῶν ἐκτελεστέων ἔργων. Ἐγκρίθησαν πιστώσεις διά τήν κατασκευήν ὁδῶν, ἀποχετεύσεως καί σχολικῶν κτιρίων. Ἐπί τῇ συνεργασίᾳ τοῦ κ. Νομάρχου μετά τοῦ κ. Δημάρχου ἐξητάσθη τό πρόγραμμα τῶν ἐκτελεστέων ἔργων. Ἐγκρίθησαν πιστώσεις διά τήν κατασκευήν ὁδῶν, ἀποχετεύσεως καί σχολικῶν κτιρίων. Ἐπί τῇ συνεργασίᾳ τοῦ κ. Νομάρχου μετά τοῦ κ. Δημάρχου ἐξητάσθη τό πρόγραμμα τῶν ἐκτελεστέων ἔργων. Ἐγκρίθησαν πιστώσεις διά τήν κατασκευήν ὁδῶν, ἀποχετεύσεως καί σχολικῶν κτιρίων. xyxy=(627,1183,1013,1241)
headline-yugoslav-movement: Γενικεύεται τό γιουγκοσλαβικόν κίνημα εἰς τόν χῶρον τῆς Ἀνατολικῆς Εὐρώπης xyxy=(394,1734,1212,1840)
article-demosthenes: ΑΘΗΝΑΙ, 25.— Εἰς τήν ἄσκησιν «Δημοσθένης» ἔλαβον μέρος μονάδες τῶν ἐνόπλων δυνάμεων. xyxy=(1025,800,1228,819)
column-3 xyxy=(627,49,1013,1685)
bottom-center-article-2: Η ΠΟΡΕΙΑ τῶν συλλογισμῶν εἶναι πραγματικά σωστή. Πρῶτα ἐξασφαλίζεται ἡ ἐθνική ἀνεξαρτησία καί κατόπιν ἐπιδιώκεται ἡ ἐσωτερική φιλελευθεροποίησις. Τά κόμματα τῶν χωρῶν αὐτῶν ἀποδεικνύουν ὅτι δύνανται νά ἀκολουθήσουν ἰδίαν πορείαν. Η ΠΟΡΕΙΑ τῶν συλλογισμῶν εἶναι πραγματικά σωστή. Πρῶτα ἐξασφαλίζεται ἡ ἐθνική ἀνεξαρτησία καί κατόπιν ἐπιδιώκεται ἡ ἐσωτερική φιλελευθεροποίησις. Τά κόμματα τῶν χωρῶν αὐτῶν ἀποδεικνύουν ὅτι δύνανται νά ἀκολουθήσουν ἰδίαν πορείαν. Η ΠΟΡΕΙΑ τῶν συλλογισμῶν εἶναι πραγματικά σωστή. Πρῶτα ἐξασφαλίζεται ἡ ἐθνική ἀνεξαρτησία καί κατόπιν ἐπιδιώκεται ἡ ἐσωτερική φιλελευθεροποίησις. Τά κόμματα τῶν χωρῶν αὐτῶν ἀποδεικνύουν ὅτι δύνανται νά ἀκολουθήσουν ἰδίαν πορείαν. Η ΠΟΡΕΙΑ τῶν συλλογισμῶν εἶναι πραγματικά σωστή. Πρῶτα ἐξασφαλίζεται ἡ ἐθνική ἀνεξαρτησία καί κατόπιν ἐπιδιώκεται ἡ ἐσωτερική φιλελευθεροποίησις. Τά κόμματα τῶν χωρῶν αὐτῶν ἀποδεικνύουν ὅτι δύνανται νά ἀκολουθήσουν ἰδίαν πορείαν. Η ΠΟΡΕΙΑ τῶν συλλογισμῶν εἶναι πραγματικά σωστή. Πρῶτα ἐξασφαλίζεται ἡ ἐθνική ἀνεξαρτησία καί κατόπιν ἐπιδιώκεται ἡ ἐσωτερική φιλελευθεροποίησις. Τά κόμματα τῶν χωρῶν αὐτῶν ἀποδεικνύουν ὅτι δύνανται νά ἀκολουθήσουν ἰδίαν πορείαν. Η ΠΟΡΕΙΑ τῶν συλλογισμῶν εἶναι πραγματικά σωστή. Πρῶτα ἐξασφαλίζεται ἡ ἐθνική ἀνεξαρτησία καί κατόπιν ἐπιδιώκεται ἡ ἐσωτερική φιλελευθεροποίησις. Τά κόμματα τῶν χωρῶν αὐτῶν ἀποδεικνύουν ὅτι δύνανται νά ἀκολουθήσουν ἰδίαν πορείαν. xyxy=(394,2087,1212,2147)
headline-nomarch: Ο κ. ΝΟΜΑΡΧΗΣ ΣΥΝΕΙΡΓΑΣΘΗ ΜΕΤΑ ΤΟΥ κ. ΔΗΜΑΡΧΟΥ ΕΠΙ ΤΟΥ ΠΡΟΓΡΑΜΜΑΤΟΣ ΤΩΝ ΕΚΤΕΛΕΣΤΕΩΝ ΕΡΓΩΝ xyxy=(631,1151,1009,1182)
deck-romanians-czechs: ΟΙ ΡΟΥΜΑΝΟΙ ΚΑΙ ΟΙ ΤΣΕΧΟΙ ΤΟ ΥΙΟΘΕΤΟΥΝ ΣΤΑΘΕΡΩΣ - ΑΙ ΣΥΝΟΜΙΛΙΑΙ ΤΩΝ ΥΠΟΥΡΓΩΝ ΕΞΩΤΕΡΙΚΩΝ ΓΙΟΥΓΚΟΣΛΑΒΙΑΣ - ΤΣΕΧΟΣΛΟΒΑΚΙΑΣ xyxy=(394,1846,1212,1940)
headline-toronto: ΤΗΝ 20ΗΝ ΙΟΥΝΙΟΥ Η ΔΙΚΗ ΤΟΥ ΔΙΕΥΘΥΝΤΟΥ ΤΟΥ ΜΠΑΡ «ΤΟΡΟΝΤΟ» xyxy=(1030,415,1223,456)
deck-views: ΔΙΑΤΥΠΩΝΟΥΝ ΣΟΒΑΡΑΣ ΑΠΟΨΕΙΣ xyxy=(1240,165,1565,185)
subhead-anatomy: Ἡ ἀνατομία μιᾶς ἐξελίξεως xyxy=(47,1906,327,1931)
article-land-transfers: ΑΘΗΝΑΙ, 25.— Τερίστιοι δυνατότητες ἐντατικοποιήσεως τῆς γεωργικῆς ἐκμεταλλεύσεως, δημιουργοῦνται χάρις εἰς τόν δημοσιευθέντα εἰς τήν Ἐφημερίδα τῆς Κυβερνήσεως νόμον ὑπ' ἀριθ. 431 Α.Ν., διά τοῦ ὁποίου αἴρονται ὁριστικῶς αἱ ἀπαγορεύσεις τῆς ἐλευθέρας μεταβιβάσεως τῶν παραχωρηθέντων κλήρων. Συγκεκριμένως ὁρίζεται ὅτι ἐπιτρέπεται ἡ ἐλευθέρα μεταβίβασις τῶν παραχωρηθέντων κλήρων καί οἱ ἀγρόται καθίστανται πραγματικοί ἰδιοκτῆται τῶν κλήρων, ἀπαλλασσόμενοι τῶν περιορισμῶν. Αἱ διατάξεις τοῦ νόμου ἀφοροῦν εἰς τάς ἐκτάσεις τάς διανεμηθείσας ὑπό τοῦ κράτους. ΑΘΗΝΑΙ, 25.— Τερίστιοι δυνατότητες ἐντατικοποιήσεως τῆς γεωργικῆς ἐκμεταλλεύσεως, δημιουργοῦνται χάρις εἰς τόν δημοσιευθέντα εἰς τήν Ἐφημερίδα τῆς Κυβερνήσεως νόμον ὑπ' ἀριθ. 431 Α.Ν., διά τοῦ ὁποίου αἴρονται ὁριστικῶς αἱ ἀπαγορεύσεις τῆς ἐλευθέρας μεταβιβάσεως τῶν παραχωρηθέντων κλήρων. Συγκεκριμένως ὁρίζεται ὅτι ἐπιτρέπεται ἡ ἐλευθέρα μεταβίβασις τῶν παραχωρηθέντων κλήρων καί οἱ ἀγρόται καθίστανται πραγματικοί ἰδιοκτῆται τῶν κλήρων, ἀπαλλασσόμενοι τῶν περιορισμῶν. Αἱ διατάξεις τοῦ νόμου ἀφοροῦν εἰς τάς ἐκτάσεις τάς διανεμηθείσας ὑπό τοῦ κράτους. ΑΘΗΝΑΙ, 25.— Τερίστιοι δυνατότητες ἐντατικοποιήσεως τῆς γεωργικῆς ἐκμεταλλεύσεως, δημιουργοῦνται χάρις εἰς τόν δημοσιευθέντα εἰς τήν Ἐφημερίδα τῆς Κυβερνήσεως νόμον ὑπ' ἀριθ. 431 Α.Ν., διά τοῦ ὁποίου αἴρονται ὁριστικῶς αἱ ἀπαγορεύσεις τῆς ἐλευθέρας μεταβιβάσεως τῶν παραχωρηθέντων κλήρων. Συγκεκριμένως ὁρίζεται ὅτι ἐπιτρέπεται ἡ ἐλευθέρα μεταβίβασις τῶν παραχωρηθέντων κλήρων καί οἱ ἀγρόται καθίστανται πραγματικοί ἰδιοκτῆται τῶν κλήρων, ἀπαλλασσόμενοι τῶν περιορισμῶν. Αἱ διατάξεις τοῦ νόμου ἀφοροῦν εἰς τάς ἐκτάσεις τάς διανεμηθείσας ὑπό τοῦ κράτους. ΑΙ ΔΙΑΤΑΞΕΙΣ ΤΟΥ ν. ΝΟΜΟΥ ΑΘΗΝΑΙ, 25.— Τερίστιοι δυνατότητες ἐντατικοποιήσεως τῆς γεωργικῆς ἐκμεταλλεύσεως, δημιουργοῦνται χάρις εἰς τόν δημοσιευθέντα εἰς τήν Ἐφημερίδα τῆς Κυβερνήσεως νόμον ὑπ' ἀριθ. 431 Α.Ν., διά τοῦ ὁποίου αἴρονται ὁριστικῶς αἱ ἀπαγορεύσεις τῆς ἐλευθέρας μεταβιβάσεως τῶν παραχωρηθέντων κλήρων. Συγκεκριμένως ὁρίζεται ὅτι ἐπιτρέπεται ἡ ἐλευθέρα μεταβίβασις τῶν παραχωρηθέντων κλήρων καί οἱ ἀγρόται καθίστανται πραγματικοί ἰδιοκτῆται τῶν κλήρων, ἀπαλλασσόμενοι τῶν περιορισμῶν. Αἱ διατάξεις τοῦ νόμου ἀφοροῦν εἰς τάς ἐκτάσεις τάς διανεμηθείσας ὑπό τοῦ κράτους. ΑΘΗΝΑΙ, 25.— Τερίστιοι δυνατότητες ἐντατικοποιήσεως τῆς γεωργικῆς ἐκμεταλλεύσεως, δημιουργοῦνται χάρις εἰς τόν δημοσιευθέντα εἰς τήν Ἐφημερίδα τῆς Κυβερνήσεως νόμον ὑπ' ἀριθ. 431 Α.Ν., διά τοῦ ὁποίου αἴρονται ὁριστικῶς αἱ ἀπαγορεύσεις τῆς ἐλευθέρας μεταβιβάσεως τῶν παραχωρηθέντων κλήρων. Συγκεκριμένως ὁρίζεται ὅτι ἐπιτρέπεται ἡ ἐλευθέρα μεταβίβασις τῶν παραχωρηθέντων κλήρων καί οἱ ἀγρόται καθίστανται πραγματικοί ἰδιοκτῆται τῶν κλήρων, ἀπαλλασσόμενοι τῶν περιορισμῶν. Αἱ διατάξεις τοῦ νόμου ἀφοροῦν εἰς τάς ἐκτάσεις τάς διανεμηθείσας ὑπό τοῦ κράτους. ΑΘΗΝΑΙ, 25.— Τερίστιοι δυνατότητες ἐντατικοποιήσεως τῆς γεωργικῆς ἐκμεταλλεύσεως, δημιουργοῦνται χάρις εἰς τόν δημοσιευθέντα εἰς τήν Ἐφημερίδα τῆς Κυβερνήσεως νόμον ὑπ' ἀριθ. 431 Α.Ν., διά τοῦ ὁποίου αἴρονται ὁριστικῶς αἱ ἀπαγορεύσεις τῆς ἐλευθέρας μεταβιβάσεως τῶν παραχωρηθέντων κλήρων. Συγκεκριμένως ὁρίζεται ὅτι ἐπιτρέπεται ἡ ἐλευθέρα μεταβίβασις τῶν παραχωρηθέντων κλήρων καί οἱ ἀγρόται καθίστανται πραγματικοί ἰδιοκτῆται τῶν κλήρων, ἀπαλλασσόμενοι τῶν περιορισμῶν. Αἱ διατάξεις τοῦ νόμου ἀφοροῦν εἰς τάς ἐκτάσεις τάς διανεμηθείσας ὑπό τοῦ κράτους. ΑΘΗΝΑΙ, 25.— Τερίστιοι δυνατότητες ἐντατικοποιήσεως τῆς γεωργικῆς ἐκμεταλλεύσεως, δημιουργοῦνται χάρις εἰς τόν δημοσιευθέντα εἰς τήν Ἐφημερίδα τῆς Κυβερνήσεως νόμον ὑπ' ἀριθ. 431 Α.Ν., διά τοῦ ὁποίου αἴρονται ὁριστικῶς αἱ ἀπαγορεύσεις τῆς ἐλευθέρας μεταβιβάσεως τῶν παραχωρηθέντων κλήρων. Συγκεκριμένως ὁρίζεται ὅτι ἐπιτρέπεται ἡ ἐλευθέρα μεταβίβασις τῶν παραχωρηθέντων κλήρων καί οἱ ἀγρόται καθίστανται πραγματικοί ἰδιοκτῆται τῶν κλήρων, ἀπαλλασσόμενοι τῶν περιορισμῶν. Αἱ διατάξεις τοῦ νόμου ἀφοροῦν εἰς τάς ἐκτάσεις τάς διανεμηθείσας ὑπό τοῦ κράτους. xyxy=(47,649,355,1141)
headline-constitution: ΑΙ ΚΡΙΣΕΙΣ ΤΩΝ ΠΟΛΙΤΩΝ ΔΙΑ ΤΟ ΝΕΟΝ ΣΥΝΤΑΓΜΑ xyxy=(1277,69,1528,163)
deck-athens-munich: Η ΔΙΑΔΡΟΜΗ ΑΘΗΝΩΝ - ΜΟΝΑΧΟΥ xyxy=(627,1032,1013,1057)
subhead-history: ΙΣΤΟΡΙΚΟΝ ΤΟΥ ΣΥΝΤΑΓΜΑΤΟΣ xyxy=(1270,335,1367,363)
kicker-stalin-tito: ΕΙΚΟΣΙ ΧΡΟΝΙΑ ΜΕΤΑ ΤΗΝ ΡΗΞΙΝ ΣΤΑΛΙΝ - ΤΙΤΟ xyxy=(526,1705,1080,1730)
article-false-claim: ΑΘΗΝΑΙ, 25.— Ὁ Γ. Τσουνάδη, ἐτῶν 17, κατηγορεῖται ὅτι τήν ἀπαγορευμένην ἐπέδειξε μαχαίρας. Ὡς φαίνεται ἐκ τῶν ἀνακρίσεων ὁ νεαρός ἐπενόησε τήν ἱστορίαν διά νά ἀποφύγῃ τήν τιμωρίαν. ΑΘΗΝΑΙ, 25.— Ὁ Γ. Τσουνάδη, ἐτῶν 17, κατηγορεῖται ὅτι τήν ἀπαγορευμένην ἐπέδειξε μαχαίρας. Ὡς φαίνεται ἐκ τῶν ἀνακρίσεων ὁ νεαρός ἐπενόησε τήν ἱστορίαν διά νά ἀποφύγῃ τήν τιμωρίαν. xyxy=(367,255,615,314)
